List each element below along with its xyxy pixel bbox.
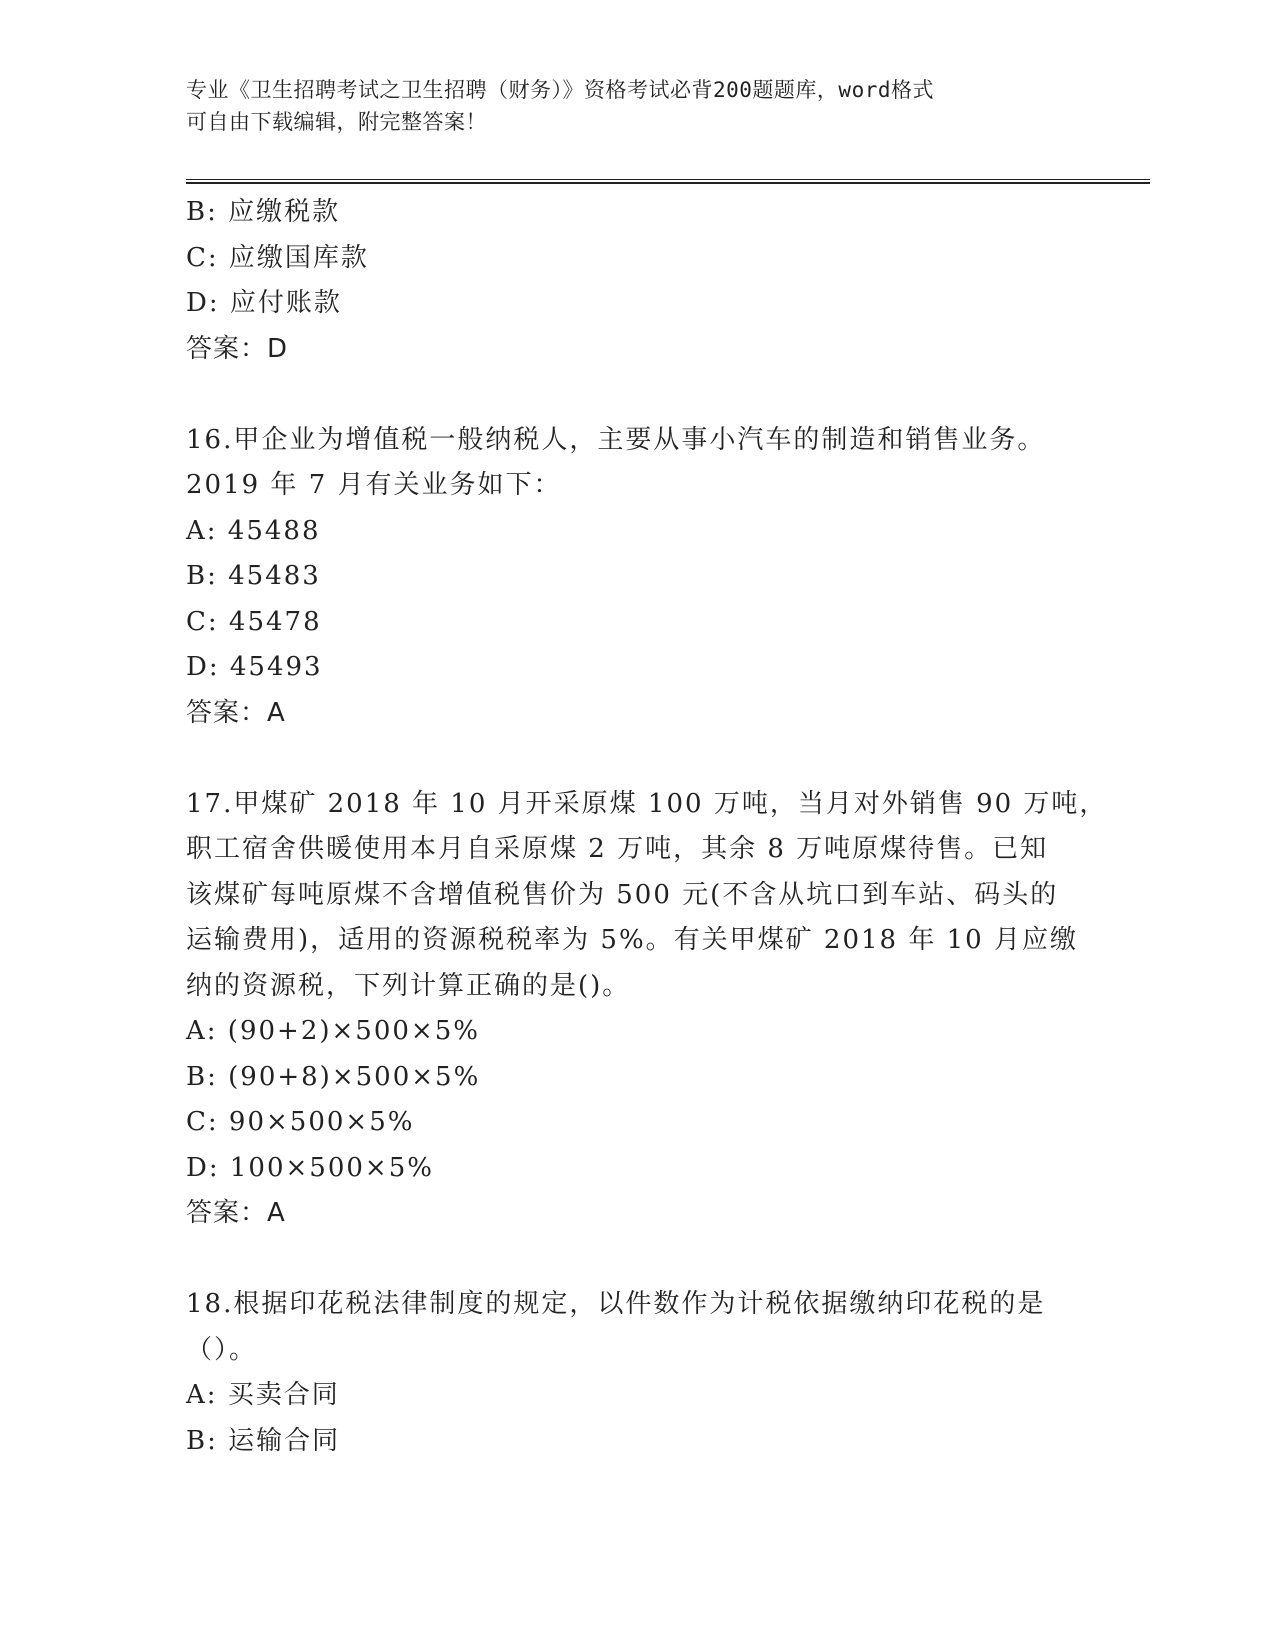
option-c: C: 45478 [186, 606, 322, 637]
option-a: A: 45488 [186, 515, 321, 546]
question-stem-line: 16.甲企业为增值税一般纳税人，主要从事小汽车的制造和销售业务。 [186, 424, 1046, 455]
option-b: B: (90+8)×500×5% [186, 1061, 481, 1092]
option-b: B: 45483 [186, 561, 321, 591]
option-a: A: 买卖合同 [186, 1380, 340, 1410]
question-stem-line: （）。 [186, 1334, 258, 1365]
answer-line: 答案：A [186, 1198, 286, 1228]
question-stem-line: 2019 年 7 月有关业务如下： [186, 470, 562, 500]
spacer [186, 372, 1086, 418]
spacer [186, 1237, 1086, 1283]
answer-line: 答案：D [186, 333, 289, 364]
option-c: C: 应缴国库款 [186, 242, 369, 273]
header-divider-thin [186, 179, 1150, 180]
spacer [186, 736, 1086, 782]
question-17 [186, 782, 1108, 1237]
document-header [186, 74, 1086, 138]
question-stem-line: 职工宿舍供暖使用本月自采原煤 2 万吨，其余 8 万吨原煤待售。已知 [186, 834, 1049, 864]
question-stem-line: 17.甲煤矿 2018 年 10 月开采原煤 100 万吨，当月对外销售 90 万吨， [186, 788, 1108, 819]
header-divider-thick [186, 182, 1150, 184]
option-d: D: 45493 [186, 652, 323, 682]
header-line-1: 专业《卫生招聘考试之卫生招聘（财务）》资格考试必背200题题库，word格式 [186, 78, 934, 102]
question-stem-line: 纳的资源税，下列计算正确的是()。 [186, 970, 631, 1001]
option-b: B: 运输合同 [186, 1425, 341, 1456]
question-stem-line: 该煤矿每吨原煤不含增值税售价为 500 元(不含从坑口到车站、码头的 [186, 879, 1059, 910]
option-d: D: 应付账款 [186, 288, 342, 318]
option-d: D: 100×500×5% [186, 1152, 434, 1183]
header-line-2: 可自由下载编辑，附完整答案！ [186, 110, 487, 134]
question-18 [186, 1282, 1086, 1464]
option-b: B: 应缴税款 [186, 197, 341, 227]
answer-line: 答案：A [186, 697, 286, 728]
document-body [186, 190, 1108, 1464]
question-16 [186, 418, 1086, 737]
option-a: A: (90+2)×500×5% [186, 1016, 480, 1046]
question-15 [186, 190, 1086, 372]
question-stem-line: 18.根据印花税法律制度的规定，以件数作为计税依据缴纳印花税的是 [186, 1289, 1046, 1319]
question-stem-line: 运输费用)，适用的资源税税率为 5%。有关甲煤矿 2018 年 10 月应缴 [186, 925, 1078, 955]
option-c: C: 90×500×5% [186, 1107, 415, 1137]
